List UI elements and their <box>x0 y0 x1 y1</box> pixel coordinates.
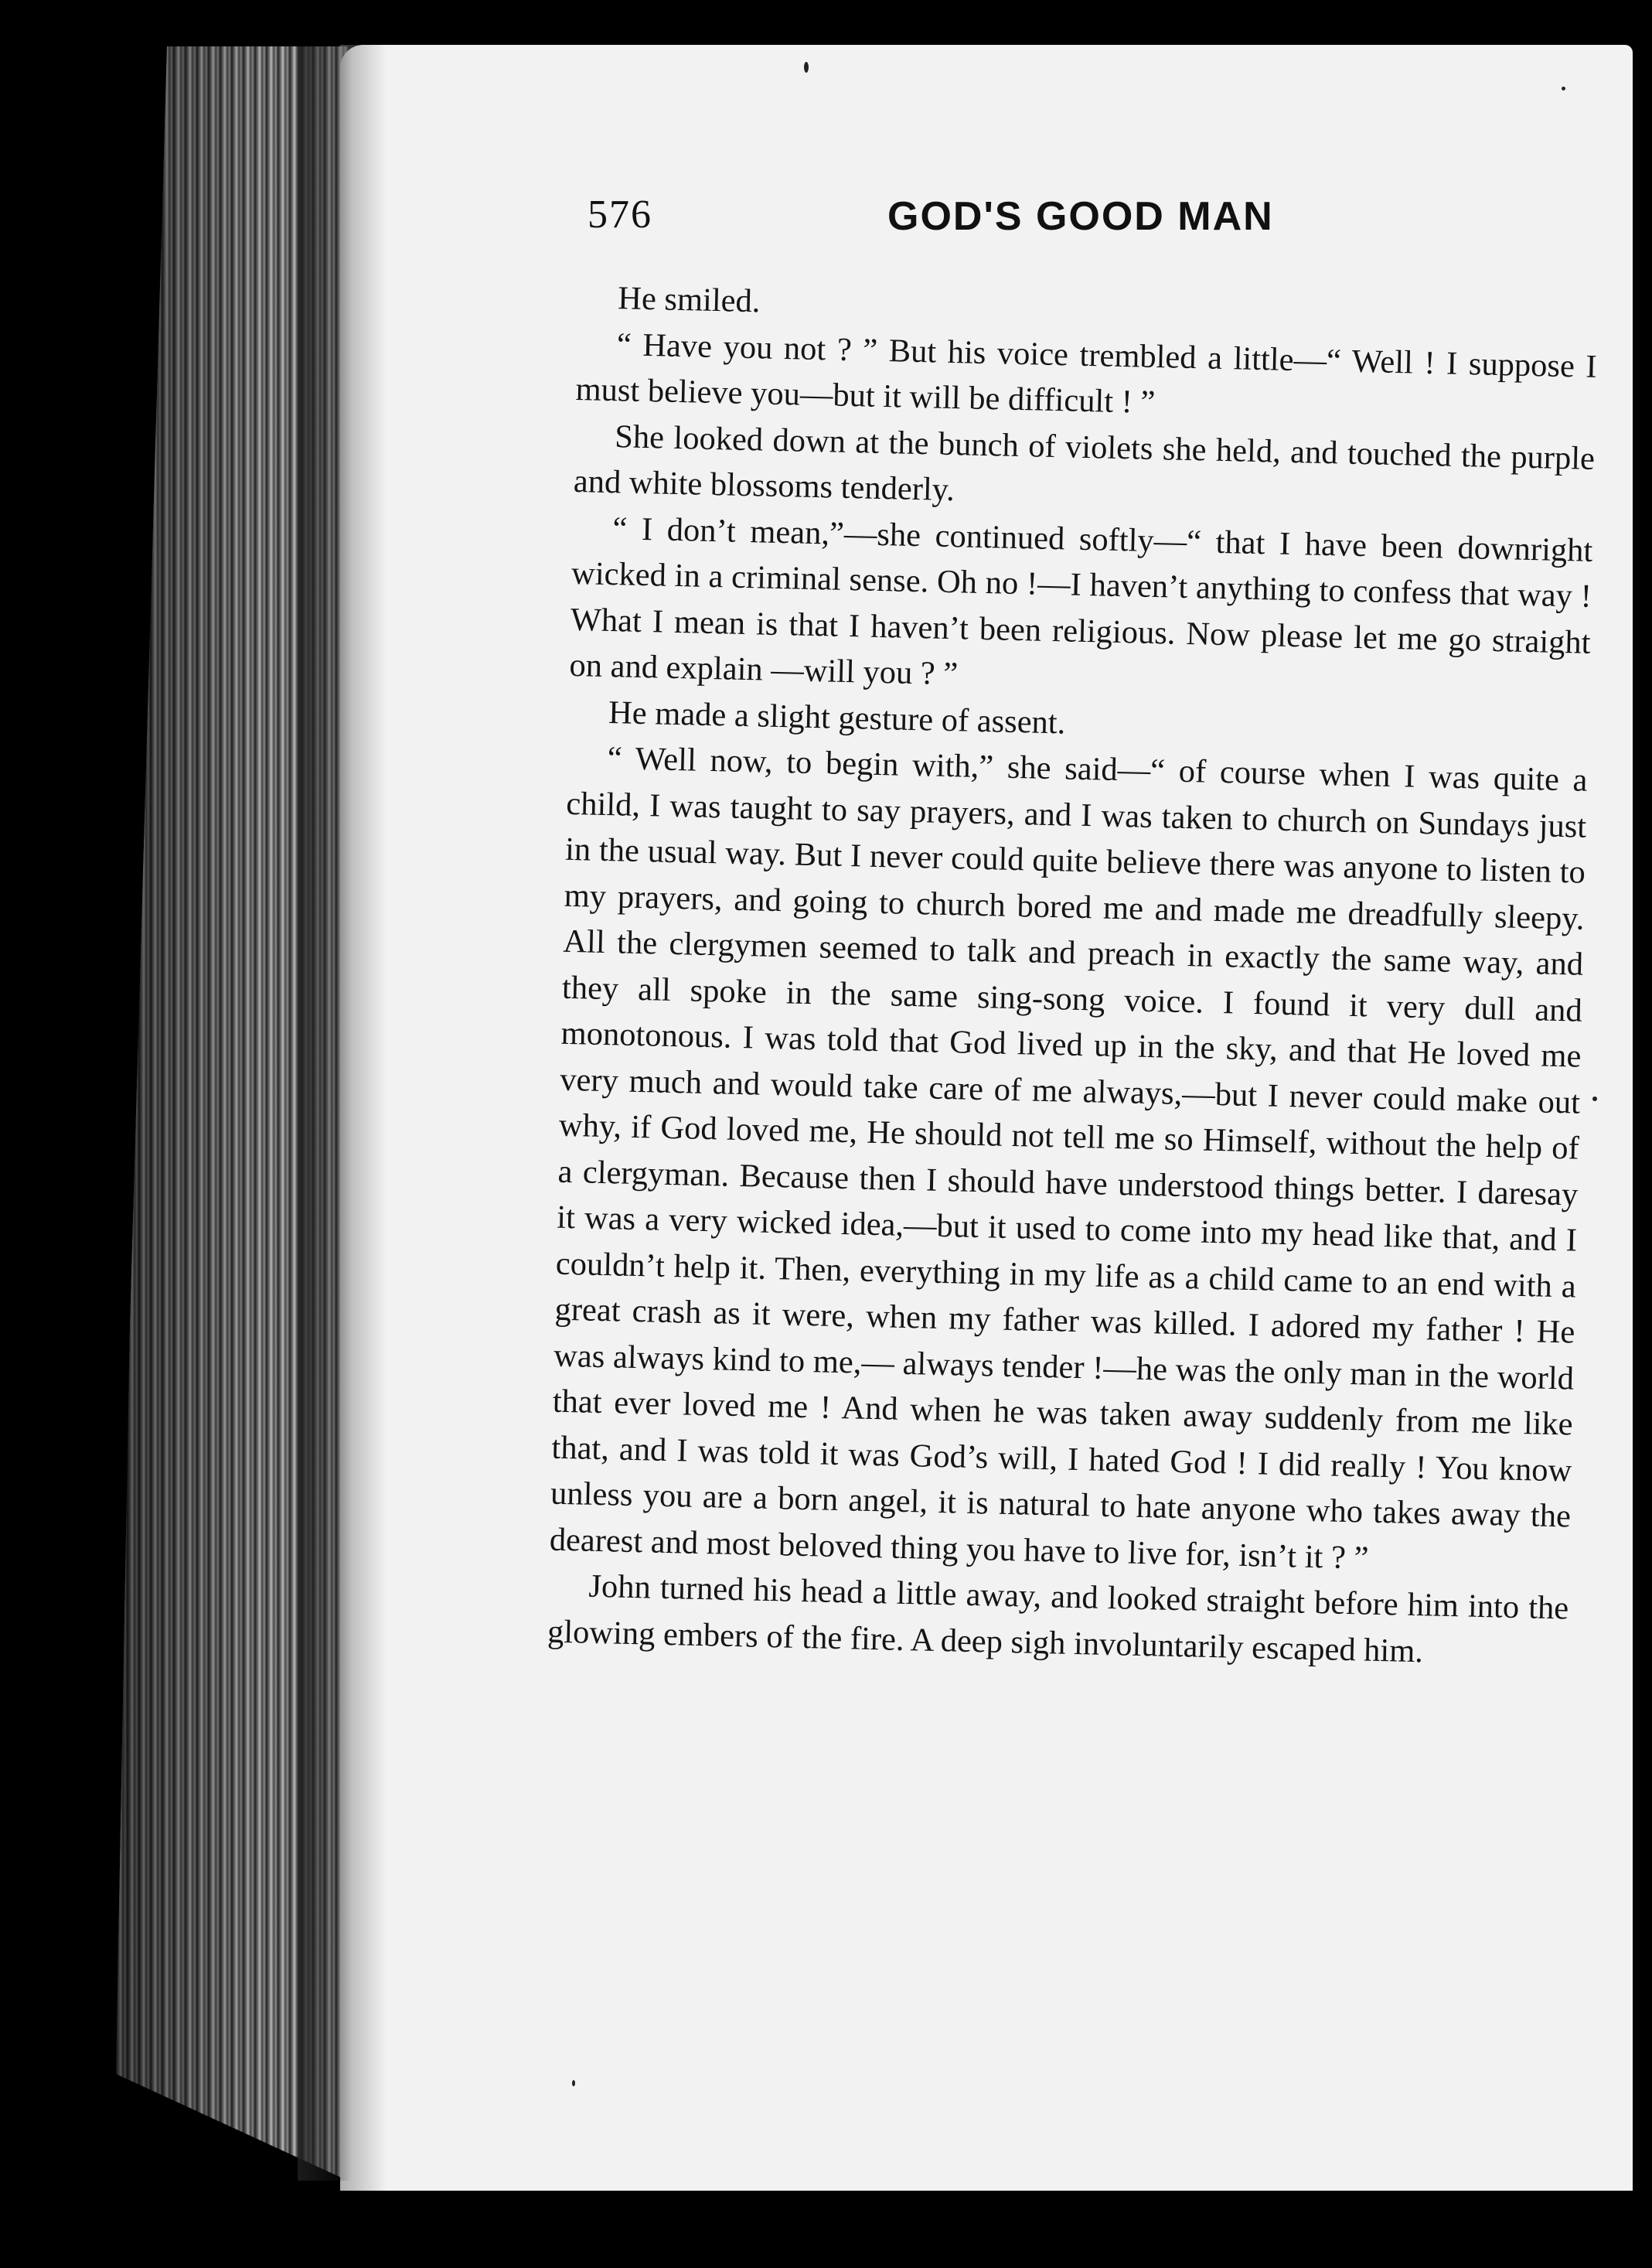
paragraph: John turned his head a little away, and looked straight before him into the glowing embers of the fire. A deep sigh involuntarily escaped him. <box>547 1567 1569 1669</box>
scan-speck <box>1592 1096 1597 1101</box>
body-text <box>547 275 1599 1677</box>
running-title: GOD'S GOOD MAN <box>887 194 1274 239</box>
page-number: 576 <box>588 193 652 237</box>
paragraph: He made a slight gesture of assent. <box>608 694 1066 741</box>
spine-shadow <box>298 46 352 2181</box>
paragraph: He smiled. <box>617 280 761 320</box>
scan-speck <box>804 62 809 73</box>
scan-speck <box>1562 87 1565 90</box>
scan-speck <box>572 2080 575 2086</box>
paragraph: “ I don’t mean,”—she continued softly—“ that I have been downright wicked in a criminal sense. Oh no !—I haven’t anything to confess that way ! What I mean is that I haven’t been religious. Now please let me go straight on and explain —will you ? ” <box>568 510 1593 693</box>
paragraph: “ Have you not ? ” But his voice trembled a little—“ Well ! I suppose I must believe you—but it will be difficult ! ” <box>575 326 1598 421</box>
paragraph: “ Well now, to begin with,” she said—“ of course when I was quite a child, I was taught to say prayers, and I was taken to church on Sundays just in the usual way. But I never could quite believe there was anyone to listen to my prayers, and going to church bored me and made me dreadfully sleepy. All the clergymen seemed to talk and preach in exactly the same way, and they all spoke in the same sing-song voice. I found it very dull and monotonous. I was told that God lived up in the sky, and that He loved me very much and would take care of me always,—but I never could make out why, if God loved me, He should not tell me so Himself, without the help of a clergyman. Because then I should have understood things better. I daresay it was a very wicked idea,—but it used to come into my head like that, and I couldn’t help it. Then, everything in my life as a child came to an end with a great crash as it were, when my father was killed. I adored my father ! He was always kind to me,— always tender !—he was the only man in the world that ever loved me ! And when he was taken away suddenly from me like that, and I was told it was God’s will, I hated God ! I did really ! You know unless you are a born angel, it is natural to hate anyone who takes away the dearest and most beloved thing you have to live for, isn’t it ? ” <box>549 740 1589 1577</box>
page-header <box>588 186 1361 255</box>
paragraph: She looked down at the bunch of violets she held, and touched the purple and white blossoms tenderly. <box>573 418 1596 509</box>
